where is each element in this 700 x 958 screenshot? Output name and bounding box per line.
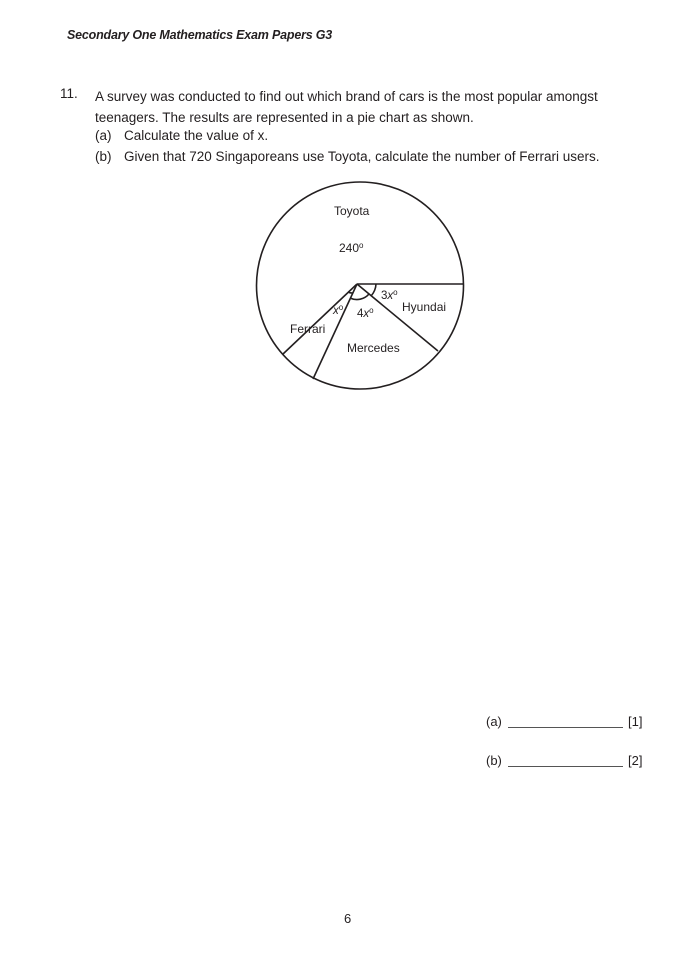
label-mercedes-angle: $4x^o$ bbox=[357, 306, 374, 320]
label-toyota: Toyota bbox=[334, 204, 370, 218]
page-header: Secondary One Mathematics Exam Papers G3 bbox=[67, 28, 333, 42]
label-ferrari: Ferrari bbox=[290, 322, 326, 336]
answer-a-blank[interactable] bbox=[508, 727, 623, 728]
angle-arc-ferrari bbox=[348, 292, 353, 293]
answer-b-label: (b) bbox=[486, 753, 502, 768]
label-toyota-angle: 240$^o$ bbox=[339, 241, 364, 255]
answer-line-b bbox=[486, 753, 643, 768]
label-mercedes: Mercedes bbox=[347, 341, 400, 355]
label-hyundai: Hyundai bbox=[402, 300, 447, 314]
part-b-label: (b) bbox=[95, 149, 112, 164]
label-ferrari-angle: $x^o$ bbox=[333, 303, 344, 317]
answer-a-label: (a) bbox=[486, 714, 502, 729]
boundary-ferrari-toyota bbox=[283, 284, 357, 354]
answer-b-blank[interactable] bbox=[508, 766, 623, 767]
angle-arc-hyundai bbox=[371, 284, 376, 296]
answer-b-marks: [2] bbox=[628, 753, 643, 768]
part-a-text: Calculate the value of x. bbox=[124, 128, 269, 143]
answer-a-marks: [1] bbox=[628, 714, 643, 729]
question-number: 11. bbox=[60, 86, 78, 101]
answer-line-a bbox=[486, 714, 643, 729]
label-hyundai-angle: $3x^o$ bbox=[381, 288, 398, 302]
part-b-text: Given that 720 Singaporeans use Toyota, calculate the number of Ferrari users. bbox=[124, 149, 600, 164]
page-number: 6 bbox=[344, 911, 352, 926]
part-a-label: (a) bbox=[95, 128, 112, 143]
question-text: A survey was conducted to find out which brand of cars is the most popular amongst teenagers. The results are represented in a pie chart as shown. bbox=[95, 89, 598, 125]
